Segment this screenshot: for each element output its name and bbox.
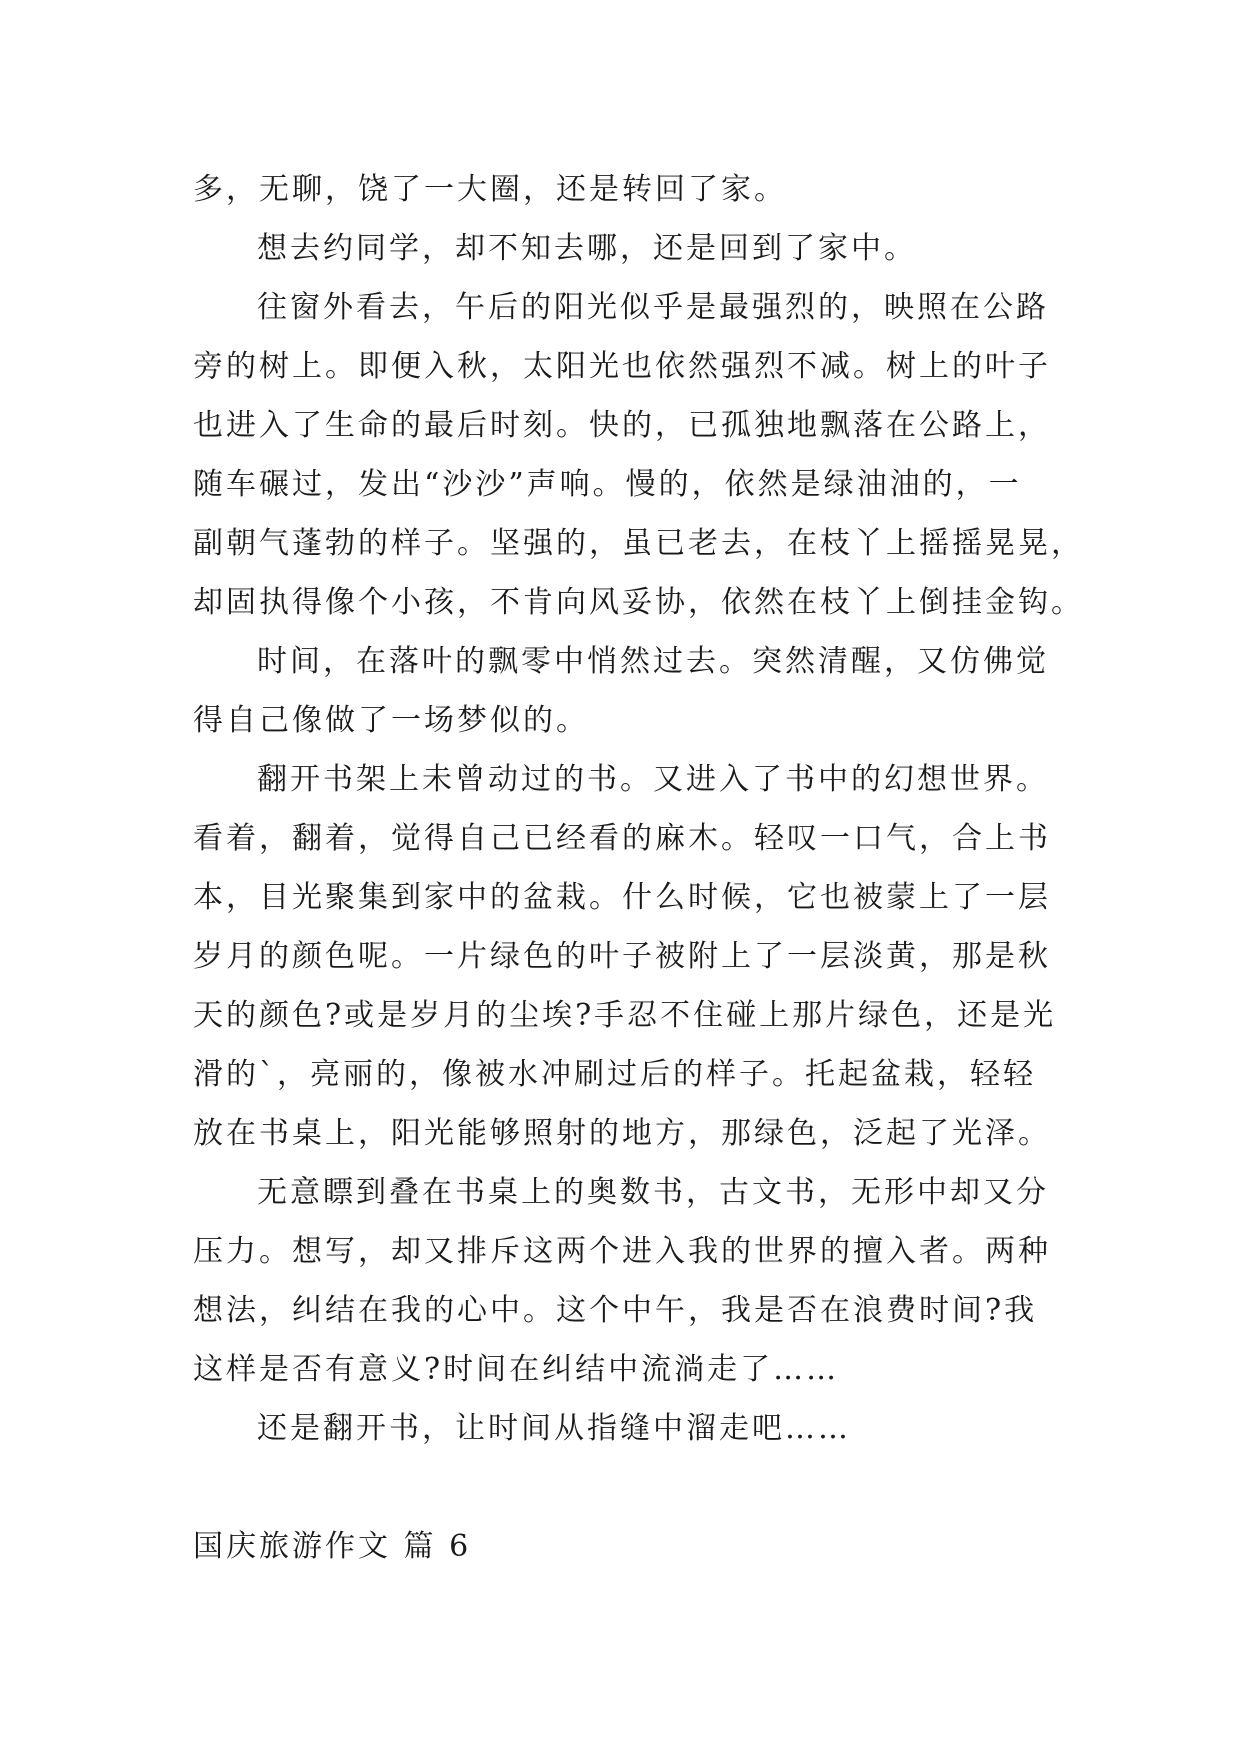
paragraph-start: 还是翻开书，让时间从指缝中溜走吧…… (257, 1411, 851, 1446)
text-line: 这样是否有意义?时间在纠结中流淌走了…… (193, 1352, 840, 1387)
text-line: 看着，翻着，觉得自己已经看的麻木。轻叹一口气，合上书 (193, 821, 1051, 856)
text-line: 滑的`，亮丽的，像被水冲刷过后的样子。托起盆栽，轻轻 (193, 1057, 1036, 1092)
text-line: 副朝气蓬勃的样子。坚强的，虽已老去，在枝丫上摇摇晃晃， (193, 526, 1084, 561)
text-line: 压力。想写，却又排斥这两个进入我的世界的擅入者。两种 (193, 1234, 1051, 1269)
paragraph-start: 往窗外看去，午后的阳光似乎是最强烈的，映照在公路 (257, 290, 1049, 325)
paragraph-start: 想去约同学，却不知去哪，还是回到了家中。 (257, 231, 917, 266)
text-line: 随车碾过，发出“沙沙”声响。慢的，依然是绿油油的，一 (193, 467, 1022, 502)
paragraph-start: 时间，在落叶的飘零中悄然过去。突然清醒，又仿佛觉 (257, 644, 1049, 679)
section-gap (193, 1458, 1073, 1517)
text-line: 却固执得像个小孩，不肯向风妥协，依然在枝丫上倒挂金钩。 (193, 585, 1084, 620)
text-line: 也进入了生命的最后时刻。快的，已孤独地飘落在公路上， (193, 408, 1051, 443)
text-line: 天的颜色?或是岁月的尘埃?手忍不住碰上那片绿色，还是光 (193, 998, 1057, 1033)
paragraph-start: 翻开书架上未曾动过的书。又进入了书中的幻想世界。 (257, 762, 1049, 797)
text-line: 本，目光聚集到家中的盆栽。什么时候，它也被蒙上了一层 (193, 880, 1051, 915)
essay-body (193, 160, 1084, 1576)
section-heading: 国庆旅游作文 篇 6 (193, 1529, 472, 1564)
text-line: 岁月的颜色呢。一片绿色的叶子被附上了一层淡黄，那是秋 (193, 939, 1051, 974)
text-line: 旁的树上。即便入秋，太阳光也依然强烈不减。树上的叶子 (193, 349, 1051, 384)
text-line: 想法，纠结在我的心中。这个中午，我是否在浪费时间?我 (193, 1293, 1038, 1328)
text-line: 多，无聊，饶了一大圈，还是转回了家。 (193, 172, 787, 207)
paragraph-start: 无意瞟到叠在书桌上的奥数书，古文书，无形中却又分 (257, 1175, 1049, 1210)
text-line: 放在书桌上，阳光能够照射的地方，那绿色，泛起了光泽。 (193, 1116, 1051, 1151)
text-line: 得自己像做了一场梦似的。 (193, 703, 589, 738)
